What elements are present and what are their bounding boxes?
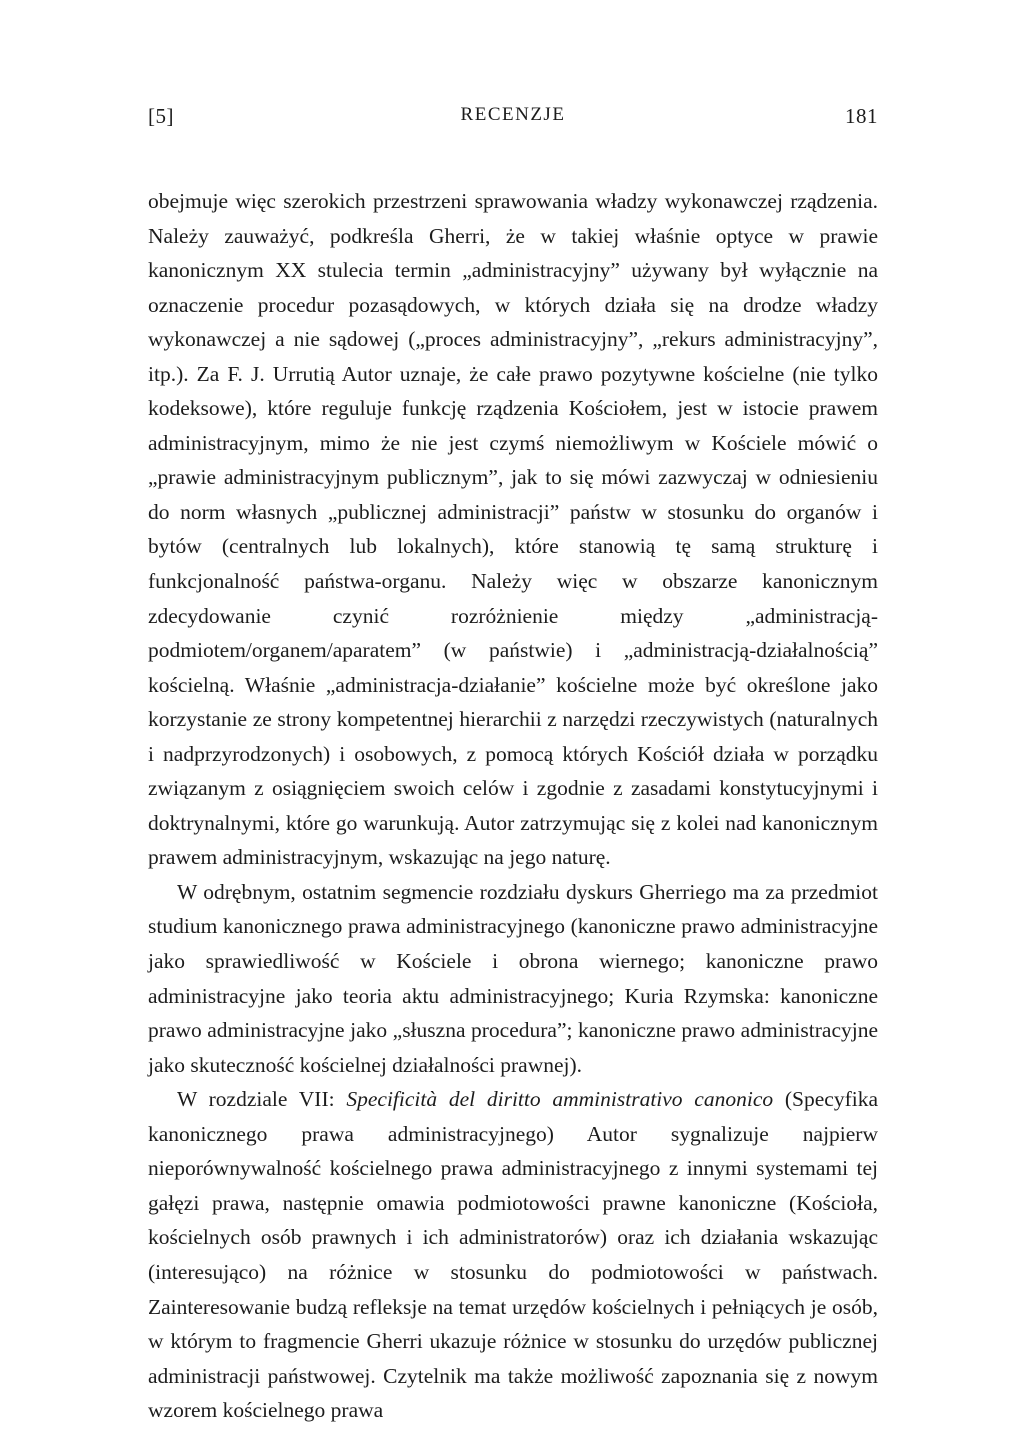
running-header — [148, 104, 878, 134]
page-number: 181 — [845, 104, 878, 128]
paragraph-segment-discussion: W odrębnym, ostatnim segmencie rozdziału dyskurs Gherriego ma za przedmiot studium kanonicznego prawa administracyjnego (kanoniczne prawo administracyjne jako sprawiedliwość w Kościele i obrona wiernego; kanoniczne prawo administracyjne jako teoria aktu administracyjnego; Kuria Rzymska: kanoniczne prawo administracyjne jako „słuszna procedura”; kanoniczne prawo administracyjne jako skuteczność kościelnej działalności prawnej). — [148, 879, 878, 1077]
paragraph-chapter-vii — [148, 1082, 878, 1427]
paragraph-rest-text: (Specyfika kanonicznego prawa administracyjnego) Autor sygnalizuje najpierw nieporównywalność kościelnego prawa administracyjnego z innymi systemami tej gałęzi prawa, następnie omawia podmiotowości prawne kanoniczne (Kościoła, kościelnych osób prawnych i ich administratorów) oraz ich działania wskazując (interesująco) na różnice w stosunku do podmiotowości w państwach. Zainteresowanie budzą refleksje na temat urzędów kościelnych i pełniących je osób, w którym to fragmencie Gherri ukazuje różnice w stosunku do urzędów publicznej administracji państwowej. Czytelnik ma także możliwość zapoznania się z nowym wzorem kościelnego prawa — [148, 1087, 878, 1423]
section-number: [5] — [148, 104, 174, 128]
paragraph-lead-text: W rozdziale VII: — [177, 1087, 347, 1112]
body-text — [148, 184, 878, 1428]
document-page — [148, 0, 878, 1448]
paragraph-continuation: obejmuje więc szerokich przestrzeni sprawowania władzy wykonawczej rządzenia. Należy zauważyć, podkreśla Gherri, że w takiej właśnie optyce w prawie kanonicznym XX stulecia termin „administracyjny” używany był wyłącznie na oznaczenie procedur pozasądowych, w których działa się na drodze władzy wykonawczej a nie sądowej („proces administracyjny”, „rekurs administracyjny”, itp.). Za F. J. Urrutią Autor uznaje, że całe prawo pozytywne kościelne (nie tylko kodeksowe), które reguluje funkcję rządzenia Kościołem, jest w istocie prawem administracyjnym, mimo że nie jest czymś niemożliwym w Kościele mówić o „prawie administracyjnym publicznym”, jak to się mówi zazwyczaj w odniesieniu do norm własnych „publicznej administracji” państw w stosunku do organów i bytów (centralnych lub lokalnych), które stanowią tę samą strukturę i funkcjonalność państwa-organu. Należy więc w obszarze kanonicznym zdecydowanie czynić rozróżnienie między „administracją-podmiotem/organem/aparatem” (w państwie) i „administracją-działalnością” kościelną. Właśnie „administracja-działanie” kościelne może być określone jako korzystanie ze strony kompetentnej hierarchii z narzędzi rzeczywistych (naturalnych i nadprzyrodzonych) i osobowych, z pomocą których Kościół działa w porządku związanym z osiągnięciem swoich celów i zgodnie z zasadami konstytucyjnymi i doktrynalnymi, które go warunkują. Autor zatrzymując się z kolei nad kanonicznym prawem administracyjnym, wskazując na jego naturę. — [148, 189, 878, 870]
italic-chapter-title: Specificità del diritto amministrativo canonico — [346, 1087, 774, 1112]
running-title: RECENZJE — [460, 104, 566, 125]
